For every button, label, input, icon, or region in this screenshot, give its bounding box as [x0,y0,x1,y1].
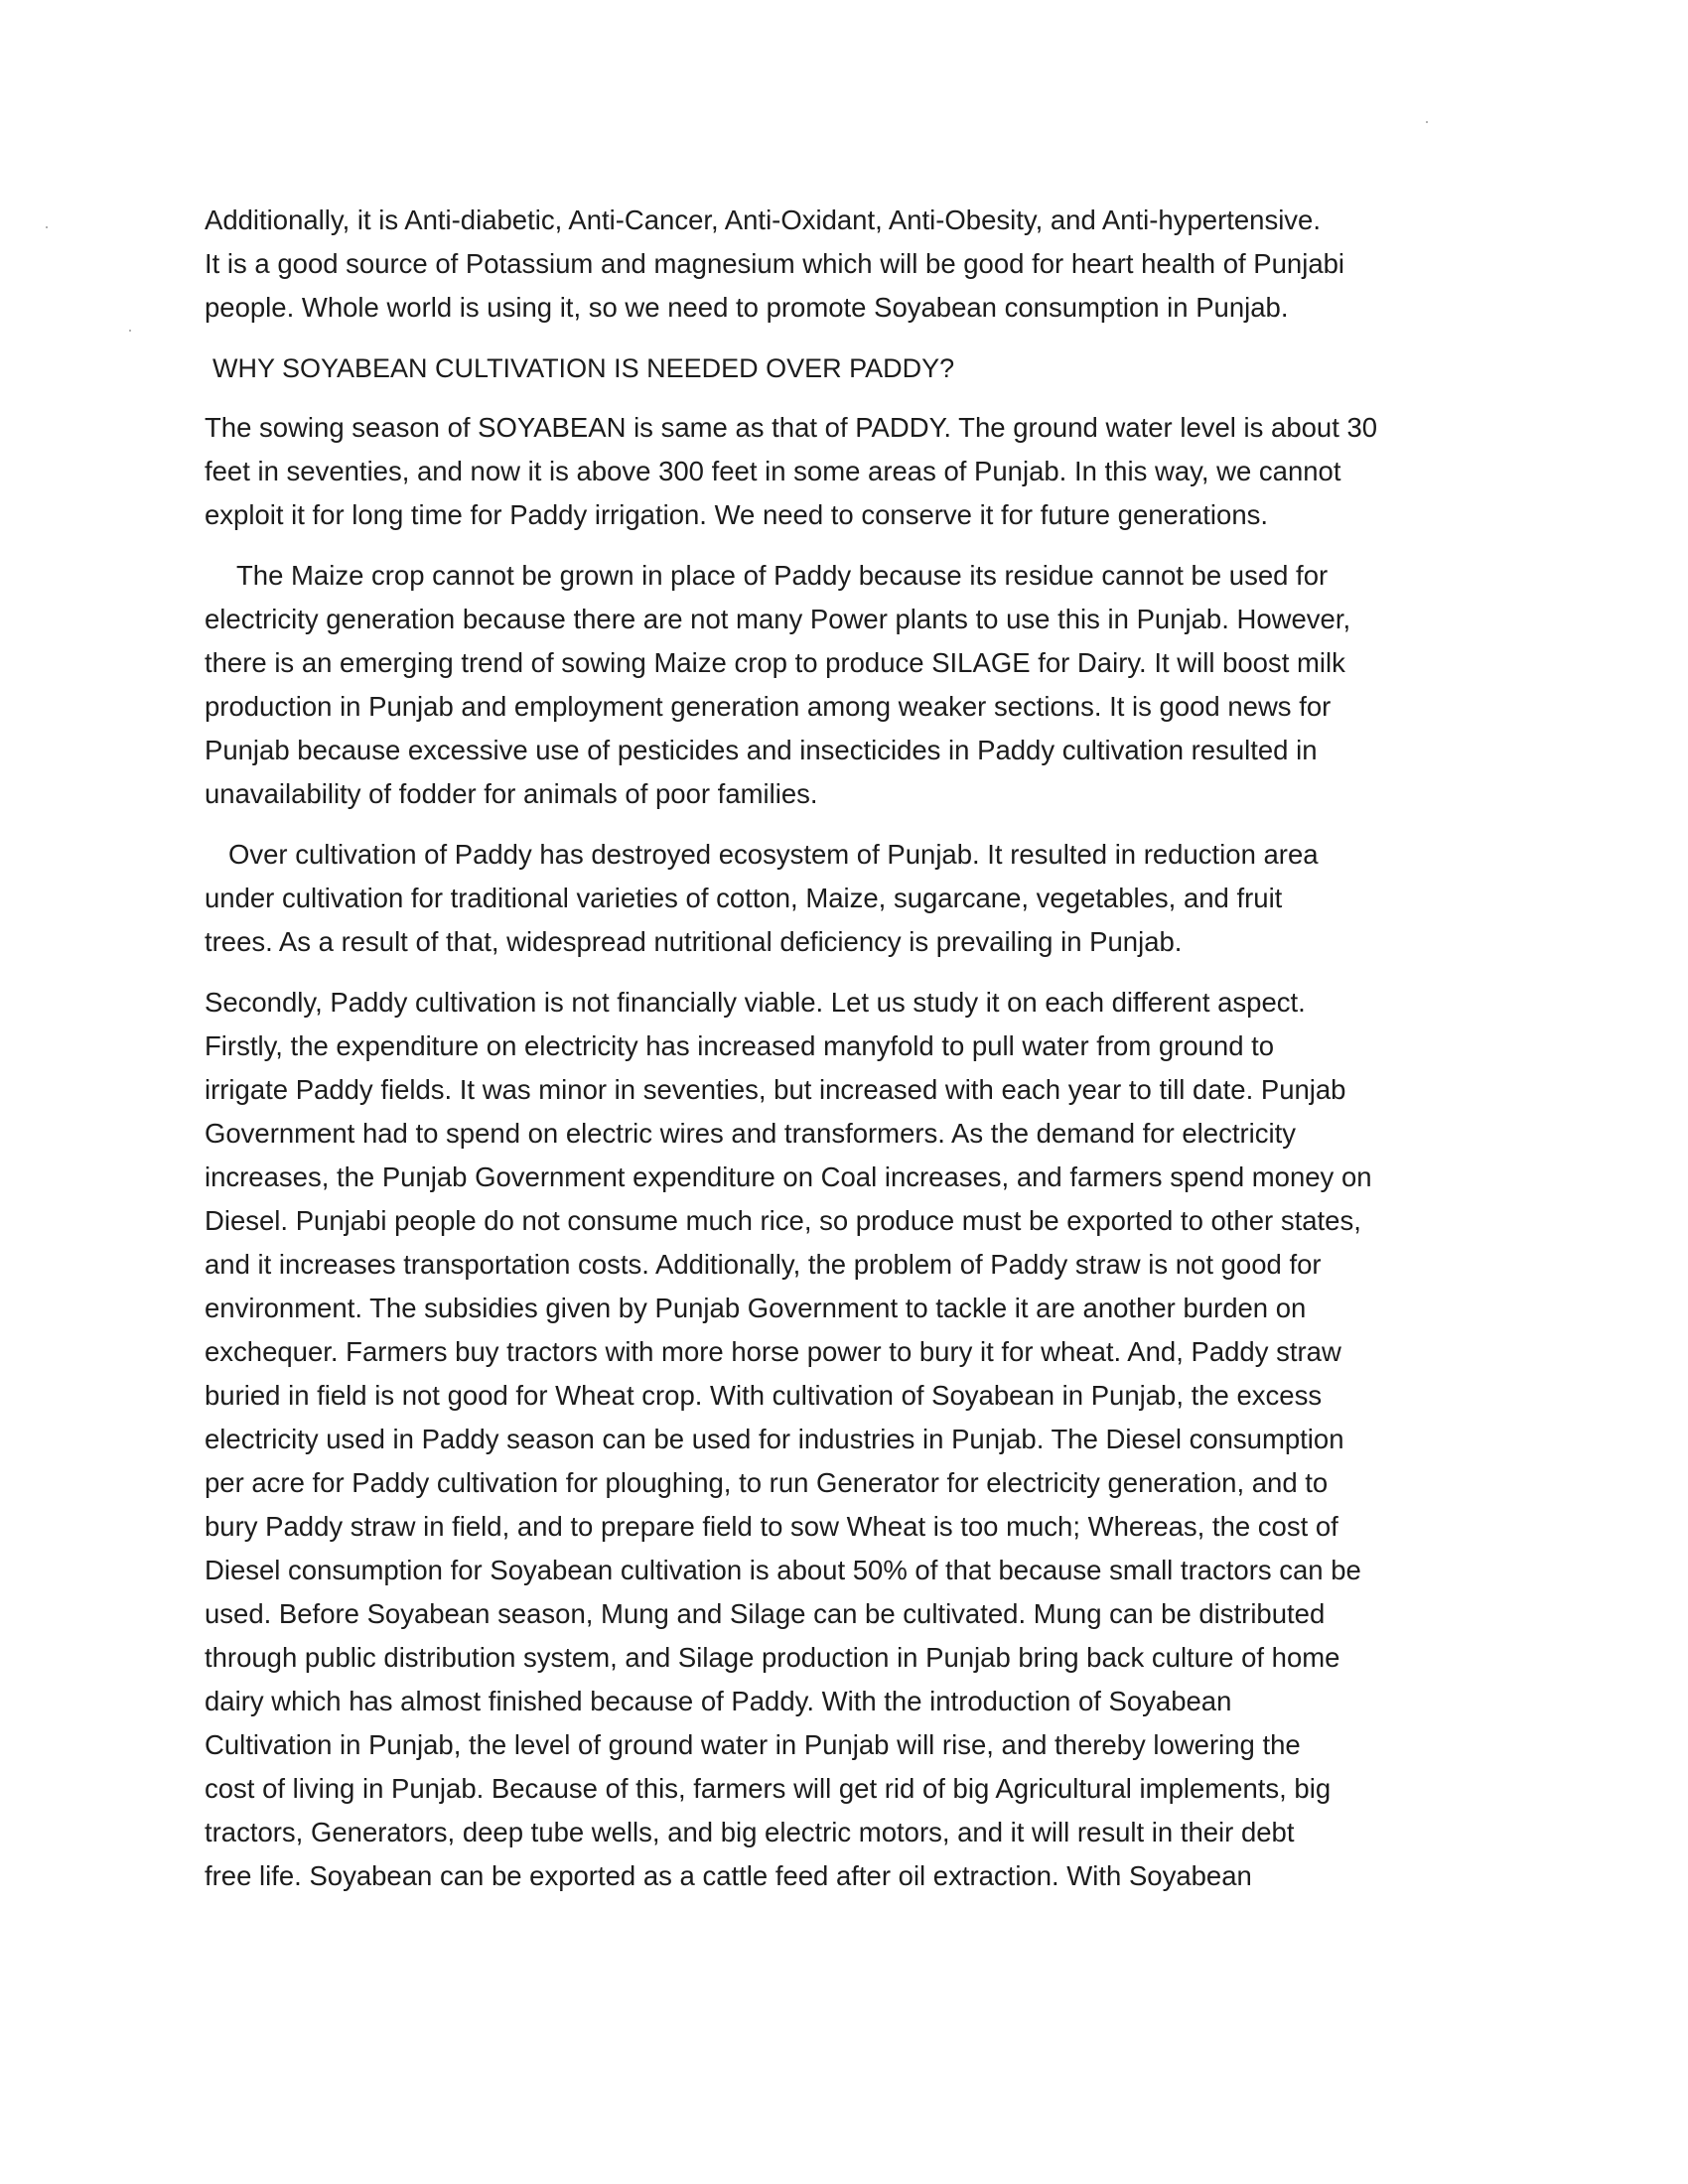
text-line: The sowing season of SOYABEAN is same as that of PADDY. The ground water level is about 30 [205,412,1378,443]
paragraph-intro [205,199,1495,330]
paragraph-ecosystem [205,833,1495,964]
text-line: feet in seventies, and now it is above 300 feet in some areas of Punjab. In this way, we cannot [205,456,1341,486]
paragraph-maize [205,554,1495,816]
paragraph-financial [205,981,1495,1898]
scan-speck [46,226,48,228]
text-line: Secondly, Paddy cultivation is not financially viable. Let us study it on each different aspect. [205,987,1306,1018]
text-line: electricity generation because there are not many Power plants to use this in Punjab. However, [205,604,1351,634]
text-line: people. Whole world is using it, so we need to promote Soyabean consumption in Punjab. [205,292,1289,323]
document-body [205,199,1495,1915]
text-line: Additionally, it is Anti-diabetic, Anti-Cancer, Anti-Oxidant, Anti-Obesity, and Anti-hypertensive. [205,205,1321,235]
text-line: Diesel consumption for Soyabean cultivation is about 50% of that because small tractors can be [205,1555,1361,1585]
text-line: Over cultivation of Paddy has destroyed ecosystem of Punjab. It resulted in reduction area [228,839,1319,870]
text-line: tractors, Generators, deep tube wells, and big electric motors, and it will result in their debt [205,1817,1295,1847]
text-line: increases, the Punjab Government expenditure on Coal increases, and farmers spend money on [205,1161,1372,1192]
text-line: dairy which has almost finished because of Paddy. With the introduction of Soyabean [205,1686,1232,1716]
text-line: bury Paddy straw in field, and to prepare field to sow Wheat is too much; Whereas, the cost of [205,1511,1338,1542]
paragraph-sowing-season [205,406,1495,537]
scan-speck [1426,121,1428,123]
text-line: production in Punjab and employment generation among weaker sections. It is good news for [205,691,1332,722]
heading-text: WHY SOYABEAN CULTIVATION IS NEEDED OVER PADDY? [212,353,955,383]
text-line: Cultivation in Punjab, the level of ground water in Punjab will rise, and thereby lowering the [205,1729,1301,1760]
text-line: trees. As a result of that, widespread nutritional deficiency is prevailing in Punjab. [205,926,1183,957]
text-line: used. Before Soyabean season, Mung and Silage can be cultivated. Mung can be distributed [205,1598,1326,1629]
text-line: per acre for Paddy cultivation for ploughing, to run Generator for electricity generation, and to [205,1467,1329,1498]
text-line: through public distribution system, and Silage production in Punjab bring back culture of home [205,1642,1340,1673]
text-line: there is an emerging trend of sowing Maize crop to produce SILAGE for Dairy. It will boost milk [205,647,1345,678]
text-line: The Maize crop cannot be grown in place of Paddy because its residue cannot be used for [236,560,1329,591]
text-line: It is a good source of Potassium and magnesium which will be good for heart health of Punjabi [205,248,1345,279]
text-line: under cultivation for traditional varieties of cotton, Maize, sugarcane, vegetables, and fruit [205,883,1283,913]
text-line: Firstly, the expenditure on electricity has increased manyfold to pull water from ground to [205,1030,1275,1061]
text-line: buried in field is not good for Wheat crop. With cultivation of Soyabean in Punjab, the excess [205,1380,1323,1411]
text-line: and it increases transportation costs. Additionally, the problem of Paddy straw is not good for [205,1249,1322,1280]
text-line: Diesel. Punjabi people do not consume much rice, so produce must be exported to other states, [205,1205,1361,1236]
text-line: Government had to spend on electric wires and transformers. As the demand for electricity [205,1118,1296,1149]
section-heading [212,346,1495,390]
text-line: cost of living in Punjab. Because of this, farmers will get rid of big Agricultural implements, big [205,1773,1332,1804]
text-line: exchequer. Farmers buy tractors with more horse power to bury it for wheat. And, Paddy straw [205,1336,1341,1367]
text-line: Punjab because excessive use of pesticides and insecticides in Paddy cultivation resulted in [205,735,1318,765]
text-line: free life. Soyabean can be exported as a cattle feed after oil extraction. With Soyabean [205,1860,1252,1891]
text-line: irrigate Paddy fields. It was minor in seventies, but increased with each year to till date. Punjab [205,1074,1346,1105]
text-line: electricity used in Paddy season can be used for industries in Punjab. The Diesel consumption [205,1424,1344,1454]
text-line: environment. The subsidies given by Punjab Government to tackle it are another burden on [205,1293,1307,1323]
text-line: exploit it for long time for Paddy irrigation. We need to conserve it for future generations. [205,499,1269,530]
text-line: unavailability of fodder for animals of poor families. [205,778,818,809]
scan-speck [129,330,131,332]
